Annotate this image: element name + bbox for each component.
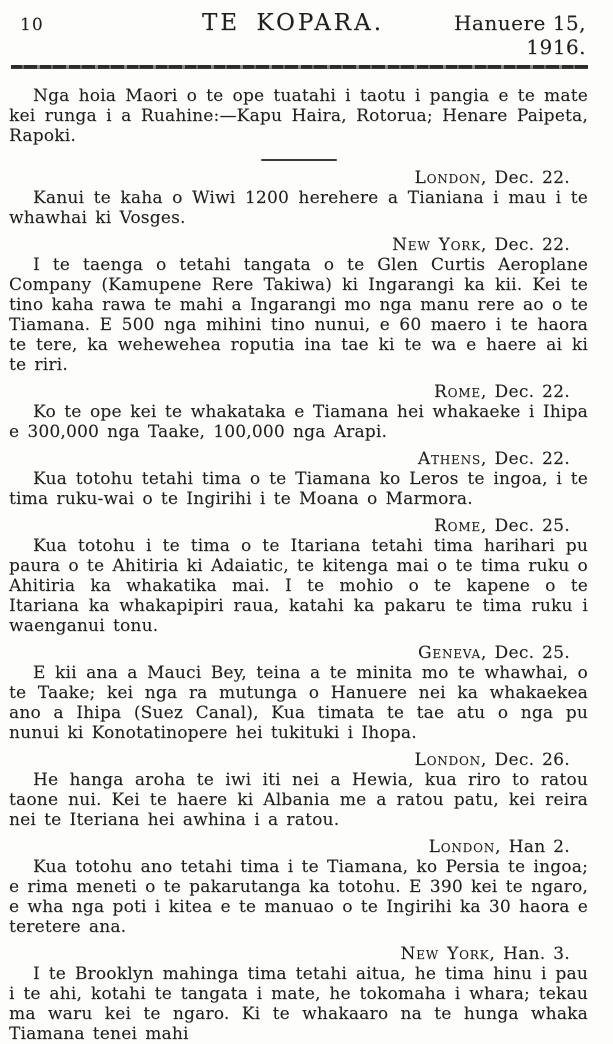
dateline-date: Dec. 22.: [494, 168, 570, 188]
dispatch-dateline: [9, 235, 588, 255]
dispatch-dateline: [9, 837, 588, 857]
dispatch-body: I te Brooklyn mahinga tima tetahi aitua, he tima hinu i pau i te ahi, kotahi te tangata i mate, he tokomaha i whara; tekau ma waru kei te ngaro. Ki te whakaaro na te hunga whaka Tiamana tenei mahi: [9, 964, 588, 1044]
dateline-city: London,: [428, 837, 502, 857]
dispatch-list: [9, 168, 588, 1044]
masthead: [9, 8, 588, 65]
dispatch: [9, 382, 588, 442]
dateline-date: Dec. 22.: [494, 449, 570, 469]
page-date: Hanuere 15, 1916.: [453, 11, 587, 59]
dispatch-dateline: [9, 516, 588, 536]
intro-paragraph: Nga hoia Maori o te ope tuatahi i taotu i pangia e te mate kei runga i a Ruahine:—Kapu Haira, Rotorua; Henare Paipeta, Rapoki.: [9, 86, 588, 146]
dispatch-dateline: [9, 168, 588, 188]
dateline-date: Dec. 22.: [494, 382, 570, 402]
dispatch: [9, 235, 588, 375]
dateline-city: New York,: [400, 944, 496, 964]
dateline-city: New York,: [392, 235, 488, 255]
dispatch: [9, 750, 588, 830]
dispatch-body: Kua totohu i te tima o te Itariana tetahi tima harihari pu paura o te Ahitiria ki Adaiatic, te kitenga mai o te tima ruku o Ahitiria ka whakatika mai. I te mohio o te kapene o te Itariana ka whakapipiri raua, katahi ka pakaru te tima ruku i waenganui tonu.: [9, 536, 588, 636]
dispatch-body: I te taenga o tetahi tangata o te Glen Curtis Aeroplane Company (Kamupene Rere Takiwa) ki Ingarangi ka kii. Kei te tino kaha rawa te mahi a Ingarangi mo nga manu rere ao o te Tiamana. E 500 nga mihini tino nunui, e 60 maero i te haora te tere, ka wehewehea roputia ina tae ki te wa e haere ai ki te riri.: [9, 255, 588, 375]
dispatch-body: Kua totohu ano tetahi tima i te Tiamana, ko Persia te ingoa; e rima meneti o te pakarutanga ka totohu. E 390 kei te ngaro, e wha nga poti i kitea e te manuao o te Ingirihi ka 30 haora e teretere ana.: [9, 857, 588, 937]
dateline-city: Athens,: [417, 449, 488, 469]
dispatch: [9, 837, 588, 937]
dateline-city: Rome,: [434, 382, 488, 402]
dispatch: [9, 449, 588, 509]
dateline-date: Dec. 26.: [494, 750, 570, 770]
dateline-date: Han 2.: [508, 837, 570, 857]
dateline-city: Geneva,: [418, 643, 488, 663]
dispatch: [9, 944, 588, 1044]
dispatch: [9, 516, 588, 636]
dateline-date: Han. 3.: [502, 944, 570, 964]
dispatch: [9, 168, 588, 228]
page-number: 10: [20, 15, 44, 35]
dispatch-body: E kii ana a Mauci Bey, teina a te minita mo te whawhai, o te Taake; kei nga ra mutunga o Hanuere nei ka whakaekea ano a Ihipa (Suez Canal), Kua timata te tae atu o nga pu nunui ki Konotatinopere hei tukituki i Ihopa.: [9, 663, 588, 743]
dispatch-dateline: [9, 449, 588, 469]
dateline-city: Rome,: [434, 516, 488, 536]
dateline-date: Dec. 22.: [494, 235, 570, 255]
dispatch-dateline: [9, 382, 588, 402]
dispatch-body: Ko te ope kei te whakataka e Tiamana hei whakaeke i Ihipa e 300,000 nga Taake, 100,000 nga Arapi.: [9, 402, 588, 442]
page-title: TE KOPARA.: [201, 10, 385, 36]
dispatch-dateline: [9, 750, 588, 770]
dispatch-dateline: [9, 944, 588, 964]
dateline-date: Dec. 25.: [494, 516, 570, 536]
dispatch-body: He hanga aroha te iwi iti nei a Hewia, kua riro to ratou taone nui. Kei te haere ki Albania me a ratou patu, kei reira nei te Iteriana hei awhina i a ratou.: [9, 770, 588, 830]
dateline-city: London,: [414, 168, 488, 188]
dateline-date: Dec. 25.: [494, 643, 570, 663]
dateline-city: London,: [414, 750, 488, 770]
article-body: [9, 69, 588, 1044]
dispatch: [9, 643, 588, 743]
dispatch-body: Kanui te kaha o Wiwi 1200 herehere a Tianiana i mau i te whawhai ki Vosges.: [9, 188, 588, 228]
dispatch-dateline: [9, 643, 588, 663]
section-divider: [261, 159, 337, 161]
dispatch-body: Kua totohu tetahi tima o te Tiamana ko Leros te ingoa, i te tima ruku-wai o te Ingirihi i te Moana o Marmora.: [9, 469, 588, 509]
